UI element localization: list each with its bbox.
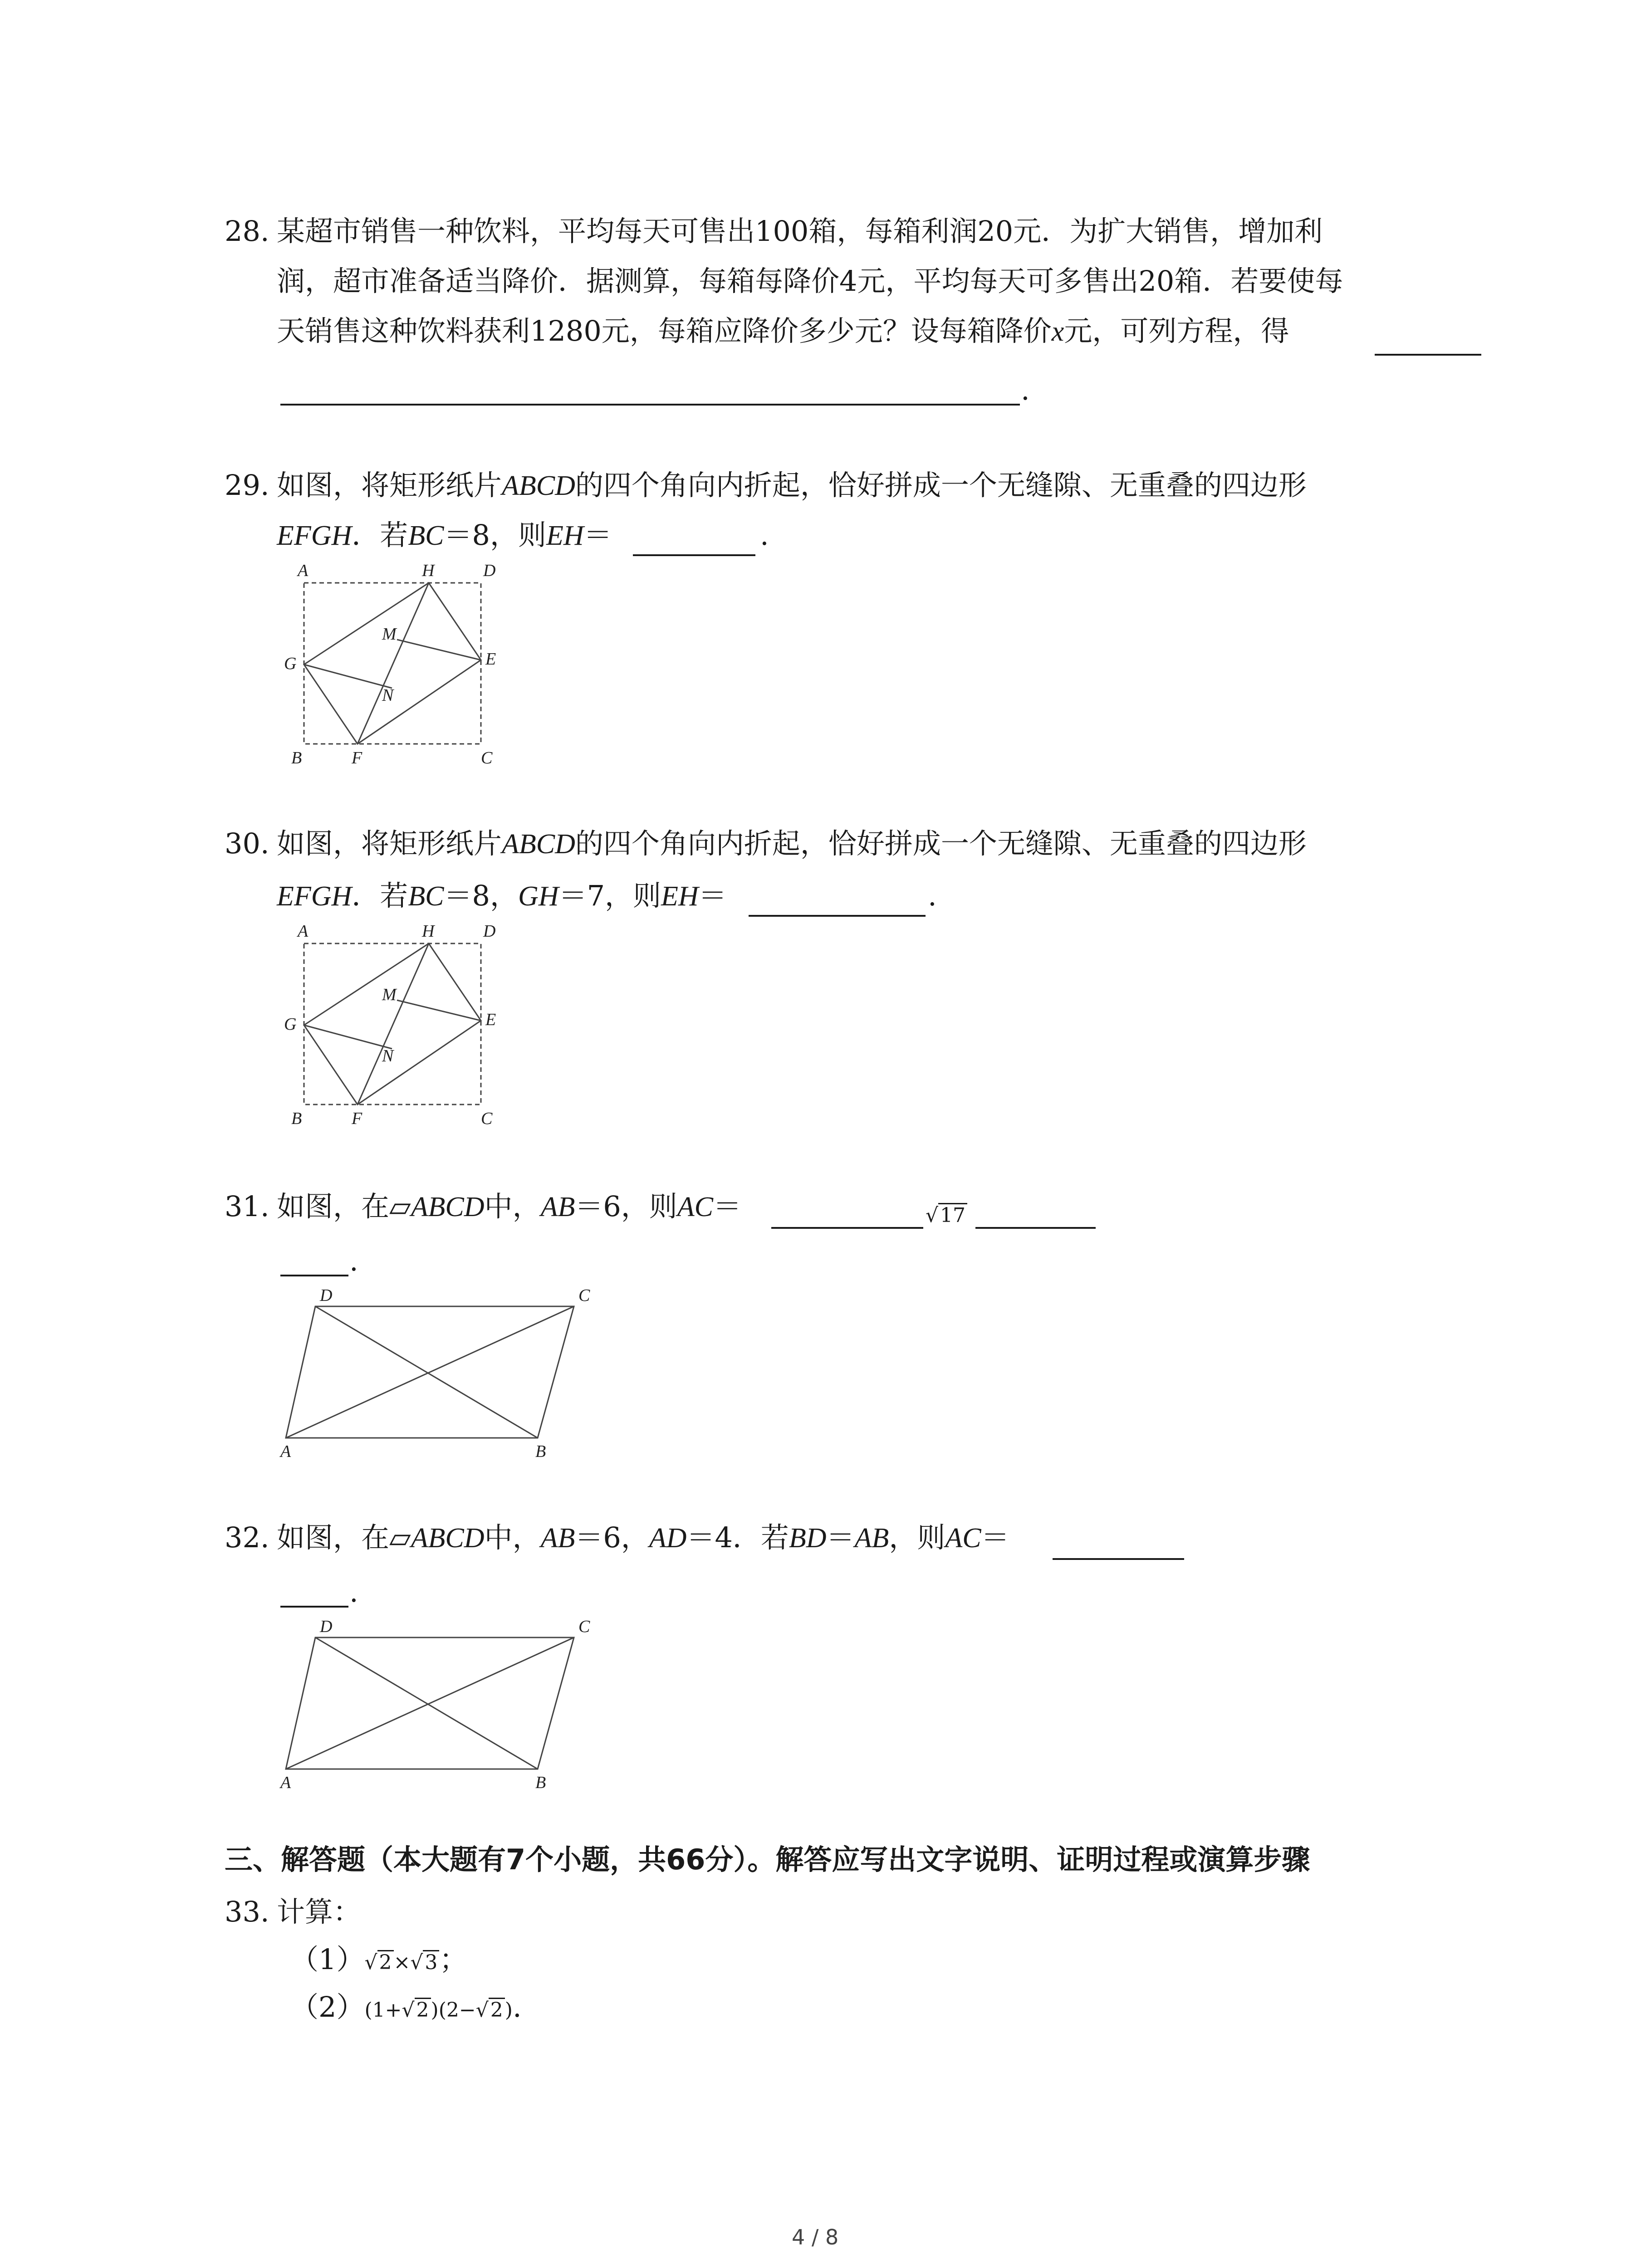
q31-parallelogram-figure [277, 1279, 608, 1461]
q28-answer-blank-2[interactable] [280, 404, 1020, 406]
q30-number: 30. [225, 827, 269, 860]
label-g: G [284, 1015, 297, 1034]
label-d: D [320, 1617, 333, 1636]
q32-answer-blank-1[interactable] [1053, 1558, 1184, 1560]
page-number: 4 / 8 [792, 2225, 839, 2249]
q32-answer-blank-2[interactable] [280, 1606, 348, 1608]
label-c: C [481, 1109, 493, 1128]
q32-end-period: . [349, 1575, 358, 1608]
label-d: D [483, 561, 496, 580]
q33-title: 计算： [277, 1895, 362, 1928]
label-h: H [422, 922, 435, 941]
diagonal-ac [286, 1306, 574, 1438]
q32-text: 如图，在▱ABCD中，AB＝6，AD＝4．若BD＝AB，则AC＝ [277, 1521, 1009, 1554]
label-n: N [382, 1046, 394, 1066]
label-a: A [280, 1773, 291, 1792]
q31-answer-blank-1[interactable] [771, 1227, 923, 1229]
q31-number: 31. [225, 1190, 269, 1223]
q30-end-period: . [928, 879, 937, 912]
diagonal-ac [286, 1637, 574, 1769]
q33-part-2: （2）(1+√2)(2−√2). [290, 1990, 522, 2024]
q28-line-2: 润，超市准备适当降价．据测算，每箱每降价4元，平均每天可多售出20箱．若要使每 [277, 264, 1343, 298]
label-b: B [535, 1442, 546, 1461]
q32-parallelogram-figure [277, 1610, 608, 1792]
segment-em [397, 1000, 481, 1021]
q28-answer-blank-1[interactable] [1375, 354, 1481, 356]
label-a: A [298, 561, 309, 580]
label-e: E [485, 1010, 496, 1029]
q30-line-1: 如图，将矩形纸片ABCD的四个角向内折起，恰好拼成一个无缝隙、无重叠的四边形 [277, 827, 1307, 860]
q32-number: 32. [225, 1521, 269, 1554]
q29-rectangle-fold-figure [281, 556, 517, 773]
q29-line-2: EFGH．若BC＝8，则EH＝ [277, 518, 612, 552]
q29-end-period: . [760, 518, 769, 552]
label-d: D [320, 1286, 333, 1305]
q31-sqrt-answer: √17 [926, 1198, 967, 1234]
label-b: B [535, 1773, 546, 1792]
label-c: C [578, 1617, 590, 1636]
label-b: B [291, 748, 302, 767]
q30-answer-blank[interactable] [749, 915, 926, 917]
q31-answer-blank-2[interactable] [975, 1227, 1096, 1229]
label-n: N [382, 686, 394, 705]
q29-line-1: 如图，将矩形纸片ABCD的四个角向内折起，恰好拼成一个无缝隙、无重叠的四边形 [277, 469, 1307, 502]
label-m: M [382, 625, 397, 644]
q28-end-period: . [1021, 373, 1030, 406]
q29-answer-blank[interactable] [633, 554, 755, 556]
q33-number: 33. [225, 1895, 269, 1928]
label-c: C [578, 1286, 590, 1305]
q28-number: 28. [225, 215, 269, 248]
label-a: A [280, 1442, 291, 1461]
q30-line-2: EFGH．若BC＝8，GH＝7，则EH＝ [277, 879, 727, 912]
q31-end-period: . [349, 1244, 358, 1277]
q30-rectangle-fold-figure [281, 916, 517, 1134]
label-g: G [284, 654, 297, 673]
label-h: H [422, 561, 435, 580]
q28-line-1: 某超市销售一种饮料，平均每天可售出100箱，每箱利润20元．为扩大销售，增加利 [277, 215, 1323, 248]
diagonal-db [315, 1637, 538, 1769]
section-3-heading: 三、解答题（本大题有7个小题，共66分）。解答应写出文字说明、证明过程或演算步骤 [225, 1843, 1310, 1876]
label-f: F [352, 1109, 362, 1128]
label-c: C [481, 748, 493, 767]
q31-text: 如图，在▱ABCD中，AB＝6，则AC＝ [277, 1190, 742, 1223]
label-b: B [291, 1109, 302, 1128]
label-f: F [352, 748, 362, 767]
label-a: A [298, 922, 309, 941]
label-e: E [485, 650, 496, 669]
label-d: D [483, 922, 496, 941]
q28-line-3: 天销售这种饮料获利1280元，每箱应降价多少元？设每箱降价x元，可列方程，得 [277, 314, 1289, 347]
q31-answer-blank-3[interactable] [280, 1275, 348, 1276]
segment-em [397, 640, 481, 660]
diagonal-db [315, 1306, 538, 1438]
label-m: M [382, 985, 397, 1004]
q33-part-1: （1）√2×√3； [290, 1943, 468, 1976]
q29-number: 29. [225, 469, 269, 502]
